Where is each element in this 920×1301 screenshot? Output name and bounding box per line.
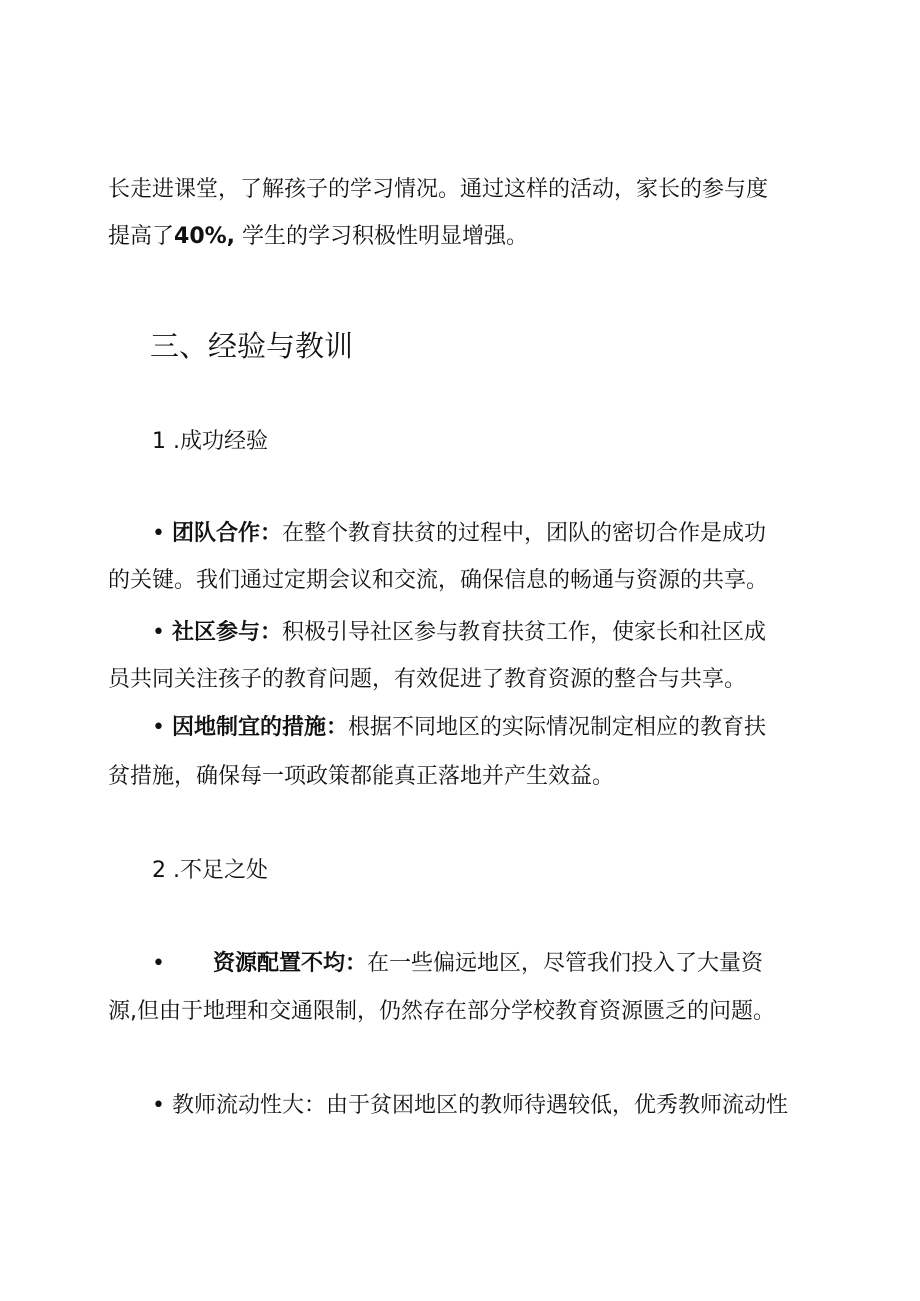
intro-line-1 [108, 175, 768, 205]
item-text: 根据不同地区的实际情况制定相应的教育扶 [348, 715, 767, 740]
subsection-title-success: 1 .成功经验 [152, 429, 268, 454]
item-text: 由于贫困地区的教师待遇较低，优秀教师流动性 [326, 1093, 789, 1118]
list-item-local-cont: 贫措施，确保每一项政策都能真正落地并产生效益。 [108, 764, 615, 789]
item-label: 团队合作： [171, 521, 282, 546]
intro-text-1: 长走进课堂，了解孩子的学习情况。通过这样的活动，家长的参与度 [108, 177, 769, 202]
item-text: 在整个教育扶贫的过程中，团队的密切合作是成功 [282, 521, 767, 546]
list-item-team-cont: 的关键。我们通过定期会议和交流，确保信息的畅通与资源的共享。 [108, 568, 769, 593]
item-label: 因地制宜的措施： [171, 715, 348, 740]
list-item-local [152, 713, 766, 743]
intro-line-2 [108, 222, 528, 252]
list-item-community-cont: 员共同关注孩子的教育问题，有效促进了教育资源的整合与共享。 [108, 667, 747, 692]
bullet-icon: • [152, 715, 165, 740]
list-item-team [152, 519, 766, 549]
item-label: 资源配置不均： [212, 951, 367, 976]
subsection-title-shortcomings: 2 .不足之处 [152, 858, 268, 883]
intro-text-2a: 提高了 [108, 224, 175, 249]
intro-text-2c: 学生的学习积极性明显增强。 [235, 224, 529, 249]
item-label: 社区参与： [171, 620, 282, 645]
bullet-icon: • [152, 620, 165, 645]
section-heading: 三、经验与教训 [150, 329, 354, 363]
item-text: 积极引导社区参与教育扶贫工作，使家长和社区成 [282, 620, 767, 645]
list-item-resources-cont: 源,但由于地理和交通限制，仍然存在部分学校教育资源匮乏的问题。 [108, 999, 775, 1024]
intro-percentage: 40%, [174, 224, 236, 249]
bullet-icon: • [152, 1093, 165, 1118]
item-text: 在一些偏远地区，尽管我们投入了大量资 [367, 951, 764, 976]
bullet-icon: • [152, 951, 165, 976]
list-item-resources [152, 949, 763, 979]
item-label: 教师流动性大： [171, 1093, 326, 1118]
list-item-community [152, 618, 766, 648]
list-item-teachers [152, 1091, 788, 1121]
bullet-icon: • [152, 521, 165, 546]
